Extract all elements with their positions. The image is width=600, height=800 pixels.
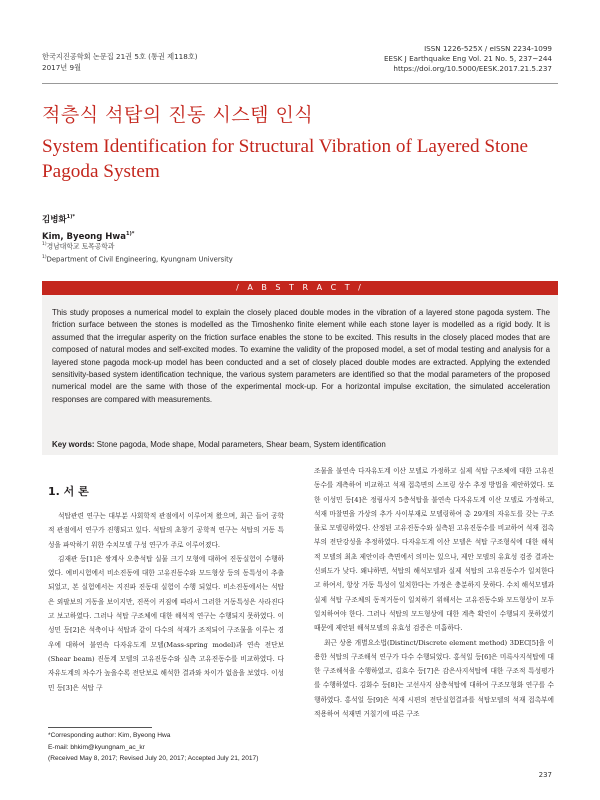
author-name-ko: 김병화: [42, 214, 67, 225]
header-divider: [42, 83, 558, 84]
affiliation-en-line: [42, 252, 233, 265]
body-paragraph: 조물을 불연속 다자유도계 이산 모델로 가정하고 실제 석탑 구조체에 대한 고유진동수를 계측하여 비교하고 석재 접촉면의 스프링 상수 추정 방법을 제안하였다. 또한 이성민 등[4]은 정림사지 5층석탑을 불연속 다자유도계 이산 모델로 가정하고, 석재 마찰면을 가상의 추가 사이부재로 모델링하여 총 29개의 자유도를 갖는 구조물로 모델링하였다. 산정된 고유진동수와 실측된 고유진동수를 비교하여 석재 접촉부의 전단강성을 추정하였다. 다자유도계 이산 모델은 석탑 구조형식에 대한 해석적 모델의 최초 제안이라 측면에서 의미는 있으나, 제안 모델의 유효성 검증 결과는 신뢰도가 낮다. 왜냐하면, 석탑의 해석모델과 실제 석탑의 고유진동수가 일치한다고 하여서, 항상 거동 특성이 일치한다는 가정은 충분하지 못하다. 수치 해석모델과 실제 석탑 구조체의 동적거동이 일치하기 위해서는 고유진동수와 모드형상이 모두 일치하여야 한다. 그러나 석탑의 모드형상에 대한 계측 확인이 수행되지 못하였기 때문에 제안된 해석모델의 유효성 검증은 미흡하다.: [314, 467, 554, 633]
issn: ISSN 1226-525X / eISSN 2234-1099: [424, 44, 552, 53]
footnote: [48, 730, 258, 765]
corresponding-author-line: [48, 730, 258, 742]
body-paragraph: 최근 상용 개별요소법(Distinct/Discrete element method) 3DEC[5]을 이용한 석탑의 구조해석 연구가 다수 수행되었다. 홍석일 등[6]은 미륵사지석탑에 대한 구조해석을 수행하였고, 김효수 등[7]은 감은사지석탑에 대한 구조적 특성평가를 수행하였다. 김화수 등[8]는 고선사지 삼층석탑에 대하여 구조모형화 연구를 수행하였다. 홍석일 등[9]은 석재 시편의 전단실험결과를 석탑모델의 석재 접촉부에 적용하여 석재면 거칠기에 따른 구조: [314, 638, 554, 719]
body-column-right: [314, 464, 554, 721]
page-number: 237: [538, 771, 552, 779]
doi-link[interactable]: https://doi.org/10.5000/EESK.2017.21.5.237: [393, 64, 552, 73]
body-paragraph: 김재관 등[1]은 쌍계사 오층석탑 실물 크기 모형에 대하여 진동실험이 수행하였다. 예비시험에서 비소진동에 대한 고유진동수와 모드형상 등의 동특성이 추출되었고, 본 실험에서는 지진파 진동대 실험이 수행 되었다. 비소진동에서는 석탑은 외팔보의 거동을 보이지만, 진폭이 커짐에 따라서 그러한 거동특성은 사라진다고 보고하였다. 그러나 석탑 구조체에 대한 해석적 연구는 수행되지 못하였다. 이성민 등[2]은 석축이나 석탑과 같이 다수의 석재가 조적되어 구조물을 이루는 경우에 대하여 불연속 다자유도계 모델(Mass-spring model)과 연속 전단보(Shear beam) 진동계 모델의 고유진동수와 실측 고유진동수를 비교하였다. 다자유도계의 차수가 높을수록 전단보로 해석한 결과와 차이가 없음을 보였다. 이성민 등[3]은 석탑 구: [48, 554, 284, 692]
author-sup-en: 1)*: [125, 230, 135, 237]
affiliation-sup-ko: 1): [42, 242, 47, 247]
author-sup-ko: 1)*: [66, 214, 76, 220]
journal-header-en: [384, 44, 552, 74]
title-korean: 적층식 석탑의 진동 시스템 인식: [42, 104, 314, 126]
affiliation-ko-line: [42, 239, 233, 252]
keywords-label: Key words:: [52, 440, 95, 449]
keywords-line: [52, 439, 550, 451]
abstract-text: This study proposes a numerical model to explain the closely placed double modes in the vibration of a layered stone pagoda system. The friction surface between the stones is modelled as the Timoshenko finite element while each stone layer is modelled as a rigid body. It is assumed that the irregular asperity on the friction surface enables the stone to be excited. This results in the closely placed modes that are composed of natural modes and self-excited modes. To examine the validity of the proposed model, a set of modal testing and analysis for a layered stone pagoda mock-up model has been conducted and a set of closely placed double modes are extracted. Applying the extended sensitivity-based system identification technique, the various system parameters are identified so that the modal parameters of the proposed numerical model are the same with those of the experimental mock-up. For a horizontal impulse excitation, the simulated acceleration responses are compared with measurements.: [52, 308, 550, 404]
footnote-divider: [48, 727, 152, 728]
body-column-left: [48, 509, 284, 695]
issue-date-ko: 2017년 9월: [42, 62, 82, 72]
journal-header-ko: [42, 52, 198, 73]
affiliation-block: [42, 239, 233, 266]
abstract-heading: / A B S T R A C T /: [42, 281, 558, 295]
corresponding-author-name: Kim, Byeong Hwa: [118, 732, 171, 739]
author-name-ko-line: [42, 210, 134, 227]
title-english: System Identification for Structural Vibration of Layered Stone Pagoda System: [42, 136, 529, 182]
author-email[interactable]: E-mail: bhkim@kyungnam_ac_kr: [48, 743, 145, 751]
body-paragraph: 석탑관련 연구는 대부분 사회학적 관점에서 이루어져 왔으며, 최근 들어 공학적 관점에서 연구가 진행되고 있다. 석탑의 초창기 공학적 연구는 석탑의 거동 특성을 파악하기 위한 수치모델 구성 연구가 주로 이루어졌다.: [48, 512, 284, 549]
journal-name-en: EESK J Earthquake Eng Vol. 21 No. 5, 237~244: [384, 54, 552, 63]
received-dates: (Received May 8, 2017; Revised July 20, 2017; Accepted July 21, 2017): [48, 755, 259, 762]
author-name-en: Kim, Byeong Hwa: [42, 231, 126, 242]
affiliation-sup-en: 1): [42, 255, 47, 261]
keywords-list: Stone pagoda, Mode shape, Modal parameters, Shear beam, System identification: [96, 440, 386, 449]
section-title-introduction: 1. 서 론: [48, 485, 89, 498]
affiliation-ko: 경남대학교 토목공학과: [46, 242, 115, 251]
affiliation-en: Department of Civil Engineering, Kyungnam University: [46, 255, 233, 264]
journal-name-ko: 한국지진공학회 논문집 21권 5호 (통권 제118호): [42, 52, 198, 61]
corresponding-author-label: *Corresponding author:: [48, 732, 117, 739]
